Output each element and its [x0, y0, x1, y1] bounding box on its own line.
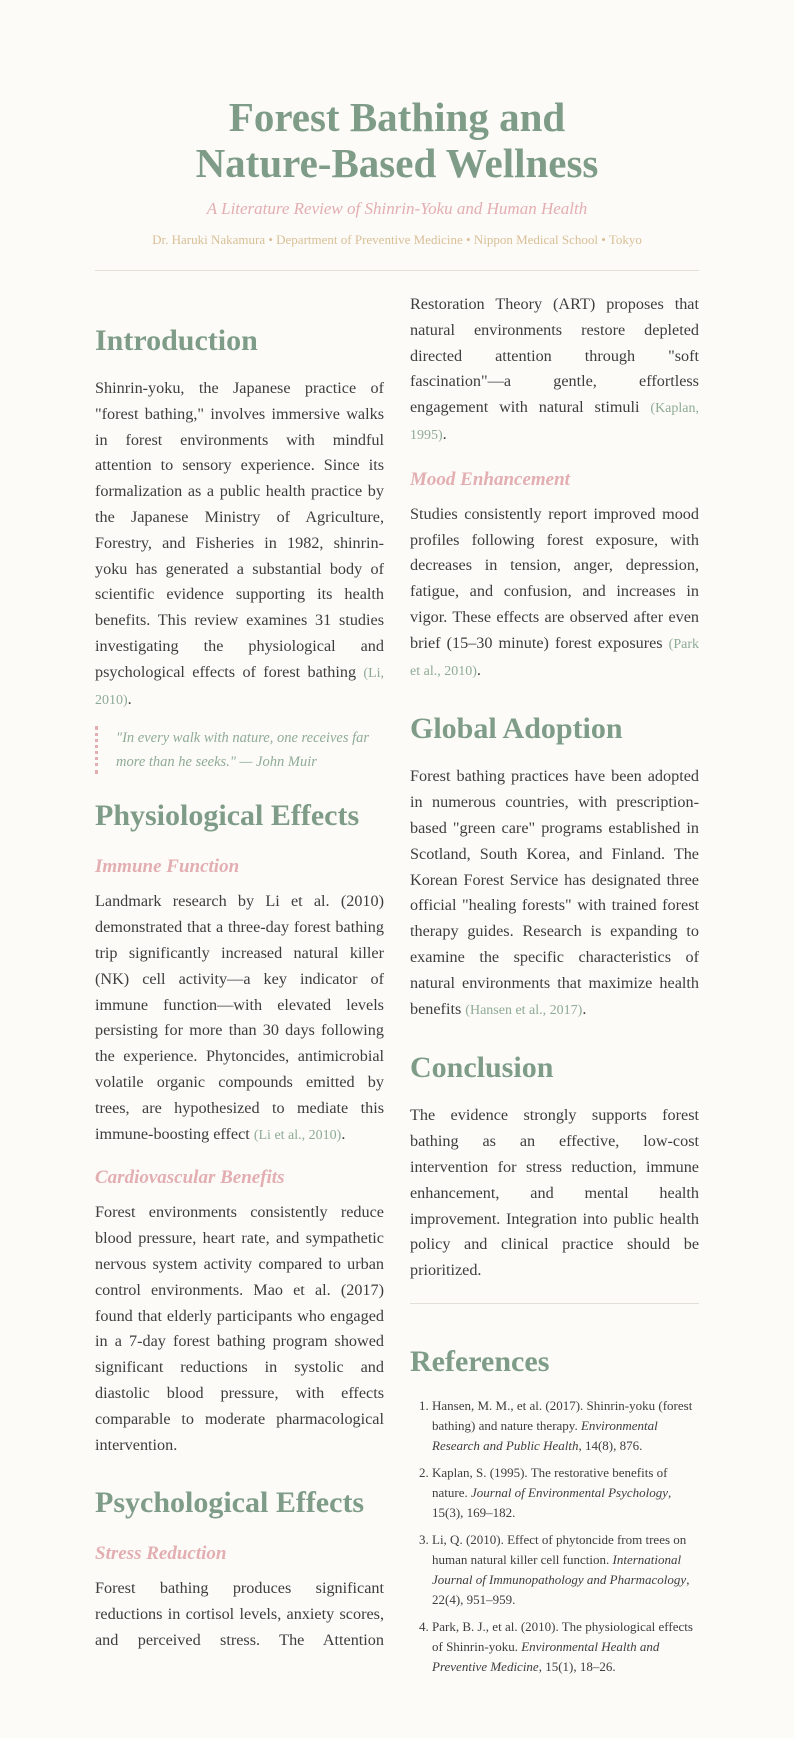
paper-subtitle: A Literature Review of Shinrin-Yoku and Human Health	[206, 199, 588, 218]
cardiovascular-benefits-heading: Cardiovascular Benefits	[95, 1167, 285, 1189]
reference-authors-title: Hansen, M. M., et al. (2017). Shinrin-yoku (forest bathing) and nature therapy.	[432, 1397, 693, 1433]
stress-paragraph-part-2	[410, 296, 699, 451]
references-divider	[410, 1303, 699, 1304]
immune-function-paragraph: Landmark research by Li et al. (2010) demonstrated that a three-day forest bathing trip significantly increased natural killer (NK) cell activity—a key indicator of immune function—with elevated levels persisting for more than 30 days following the experience. Phytoncides, antimicrobial volatile organic compounds emitted by trees, are hypothesized to mediate this immune-boosting effect (Li et al., 2010).	[95, 892, 384, 1143]
reference-volume-pages: , 15(3), 169–182.	[432, 1484, 672, 1520]
mood-enhancement-heading: Mood Enhancement	[410, 468, 570, 490]
references-list	[410, 1396, 699, 1677]
stress-reduction-heading: Stress Reduction	[95, 1543, 227, 1565]
stress-paragraph-part-1	[95, 1576, 384, 1653]
reference-journal: Environmental Health and Preventive Medicine	[432, 1638, 660, 1674]
global-adoption-paragraph: Forest bathing practices have been adopted in numerous countries, with prescription-based "green care" programs established in Scotland, South Korea, and Finland. The Korean Forest Service has designated three official "healing forests" with trained forest therapy guides. Research is expanding to examine the specific characteristics of natural environments that maximize health benefits (Hansen et al., 2017).	[410, 767, 699, 1018]
immune-function-text: Landmark research by Li et al. (2010) demonstrated that a three-day forest bathing trip significantly increased natural killer (NK) cell activity—a key indicator of immune function—with elevated levels persisting for more than 30 days following the experience. Phytoncides, antimicrobial volatile organic compounds emitted by trees, are hypothesized to mediate this immune-boosting effect	[95, 892, 384, 1143]
author-byline: Dr. Haruki Nakamura • Department of Preventive Medicine • Nippon Medical School • Tokyo	[152, 232, 642, 247]
stress-reduction-paragraph-continued: Restoration Theory (ART) proposes that natural environments restore depleted directed attention through "soft fascination"—a gentle, effortless engagement with natural stimuli (Kaplan, 1995).	[410, 296, 699, 449]
references-heading: References	[410, 1344, 550, 1378]
paper-title	[95, 94, 699, 186]
mood-enhancement-text: Studies consistently report improved mood profiles following forest exposure, with decreases in tension, anger, depression, fatigue, and confusion, and increases in vigor. These effects are observed after even brief (15–30 minute) forest exposures	[410, 504, 699, 652]
psychological-effects-heading: Psychological Effects	[95, 1486, 365, 1520]
reference-journal: Journal of Environmental Psychology	[470, 1484, 668, 1500]
reference-item	[432, 1396, 699, 1456]
global-adoption-heading: Global Adoption	[410, 712, 623, 746]
citation-li-2010: (Li, 2010)	[95, 665, 385, 708]
reference-volume-pages: , 22(4), 951–959.	[432, 1571, 690, 1607]
reference-journal: Environmental Research and Public Health	[432, 1417, 658, 1453]
immune-function-heading: Immune Function	[95, 856, 240, 878]
reference-item	[432, 1463, 699, 1523]
conclusion-paragraph: The evidence strongly supports forest bathing as an effective, low-cost intervention for stress reduction, immune enhancement, and mental health improvement. Integration into public health policy and clinical practice should be prioritized.	[410, 1106, 699, 1280]
citation-li-et-al-2010: (Li et al., 2010)	[253, 1127, 342, 1143]
global-adoption-text: Forest bathing practices have been adopted in numerous countries, with prescription-based "green care" programs established in Scotland, South Korea, and Finland. The Korean Forest Service has designated three official "healing forests" with trained forest therapy guides. Research is expanding to examine the specific characteristics of natural environments that maximize health benefits	[410, 767, 699, 1018]
introduction-text: Shinrin-yoku, the Japanese practice of "forest bathing," involves immersive walks in forest environments with mindful attention to sensory experience. Since its formalization as a public health practice by the Japanese Ministry of Agriculture, Forestry, and Fisheries in 1982, shinrin-yoku has generated a substantial body of scientific evidence supporting its health benefits. This review examines 31 studies investigating the physiological and psychological effects of forest bathing	[95, 379, 384, 681]
stress-reduction-text-continued: Restoration Theory (ART) proposes that natural environments restore depleted directed attention through "soft fascination"—a gentle, effortless engagement with natural stimuli	[410, 296, 699, 417]
masthead	[95, 94, 699, 249]
citation-hansen-2017: (Hansen et al., 2017)	[465, 1002, 583, 1018]
stress-reduction-text: Forest bathing produces significant reductions in cortisol levels, anxiety scores, and perceived stress. The Attention	[95, 1579, 384, 1649]
citation-park-2010: (Park et al., 2010)	[410, 636, 699, 679]
citation-kaplan-1995-continued: (Kaplan, 1995)	[410, 401, 699, 443]
reference-volume-pages: , 15(1), 18–26.	[538, 1658, 616, 1674]
pull-quote: "In every walk with nature, one receives far more than he seeks." — John Muir	[95, 726, 384, 774]
reference-volume-pages: , 14(8), 876.	[578, 1437, 643, 1453]
reference-authors-title: Park, B. J., et al. (2010). The physiological effects of Shinrin-yoku.	[432, 1618, 693, 1654]
reference-journal: International Journal of Immunopathology and Pharmacology	[432, 1551, 687, 1587]
reference-item	[432, 1530, 699, 1610]
title-line-2: Nature-Based Wellness	[195, 140, 599, 186]
mood-enhancement-paragraph: Studies consistently report improved mood profiles following forest exposure, with decreases in tension, anger, depression, fatigue, and confusion, and increases in vigor. These effects are observed after even brief (15–30 minute) forest exposures (Park et al., 2010).	[410, 504, 699, 679]
reference-authors-title: Li, Q. (2010). Effect of phytoncide from trees on human natural killer cell function.	[432, 1531, 687, 1567]
reference-item	[432, 1617, 699, 1677]
header-divider	[95, 270, 699, 271]
title-line-1: Forest Bathing and	[228, 94, 566, 140]
introduction-paragraph: Shinrin-yoku, the Japanese practice of "forest bathing," involves immersive walks in forest environments with mindful attention to sensory experience. Since its formalization as a public health practice by the Japanese Ministry of Agriculture, Forestry, and Fisheries in 1982, shinrin-yoku has generated a substantial body of scientific evidence supporting its health benefits. This review examines 31 studies investigating the physiological and psychological effects of forest bathing (Li, 2010).	[95, 379, 385, 708]
left-column	[95, 296, 384, 1654]
introduction-heading: Introduction	[95, 324, 258, 357]
physiological-effects-heading: Physiological Effects	[95, 799, 360, 833]
right-column	[410, 296, 699, 1684]
reference-authors-title: Kaplan, S. (1995). The restorative benefits of nature.	[432, 1464, 668, 1500]
stress-reduction-paragraph	[95, 1576, 384, 1653]
cardiovascular-paragraph: Forest environments consistently reduce blood pressure, heart rate, and sympathetic nervous system activity compared to urban control environments. Mao et al. (2017) found that elderly participants who engaged in a 7-day forest bathing program showed significant reductions in systolic and diastolic blood pressure, with effects comparable to moderate pharmacological intervention.	[95, 1203, 384, 1454]
conclusion-heading: Conclusion	[410, 1051, 554, 1085]
